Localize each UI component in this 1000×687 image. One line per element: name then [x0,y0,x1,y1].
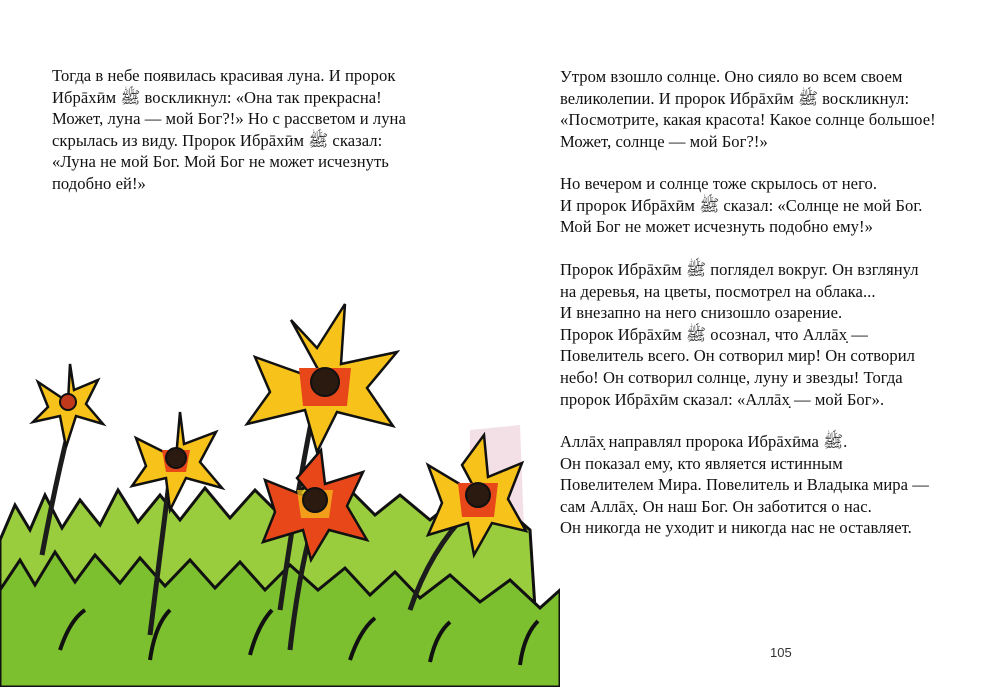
flower-3 [247,304,397,452]
right-paragraph-1: Утром взошло солнце. Оно сияло во всем своем великолепии. И пророк Ибрāхӣм ﷺ воскликнул: «Посмотрите, какая красота! Какое солнце большое! Может, солнце — мой Бог?!» [560,67,936,151]
right-paragraph-4: Аллāх̣ направлял пророка Ибрāхӣма ﷺ. Он показал ему, кто является истинным Повелителем Мира. Повелитель и Владыка мира — сам Аллāх̣. Он наш Бог. Он заботится о нас. Он никогда не уходит и никогда нас не оставляет. [560,432,929,538]
left-paragraph-1: Тогда в небе появилась красивая луна. И пророк Ибрāхӣм ﷺ воскликнул: «Она так прекрасна! Может, луна — мой Бог?!» Но с рассветом и луна скрылась из виду. Пророк Ибрāхӣм ﷺ сказал: «Луна не мой Бог. Мой Бог не может исчезнуть подобно ей!» [52,66,406,193]
page-number: 105 [770,645,792,660]
right-page [520,0,1000,687]
flower-1 [33,364,103,447]
flowers-illustration [0,290,560,687]
right-paragraph-2: Но вечером и солнце тоже скрылось от него. И пророк Ибрāхӣм ﷺ сказал: «Солнце не мой Бог. Мой Бог не может исчезнуть подобно ему!» [560,174,923,237]
right-paragraph-3: Пророк Ибрāхӣм ﷺ поглядел вокруг. Он взглянул на деревья, на цветы, посмотрел на облака... И внезапно на него снизошло озарение. Пророк Ибрāхӣм ﷺ осознал, что Аллāх̣ — Повелитель всего. Он сотворил мир! Он сотворил небо! Он сотворил солнце, луну и звезды! Тогда пророк Ибрāхӣм сказал: «Аллāх̣ — мой Бог». [560,260,919,409]
